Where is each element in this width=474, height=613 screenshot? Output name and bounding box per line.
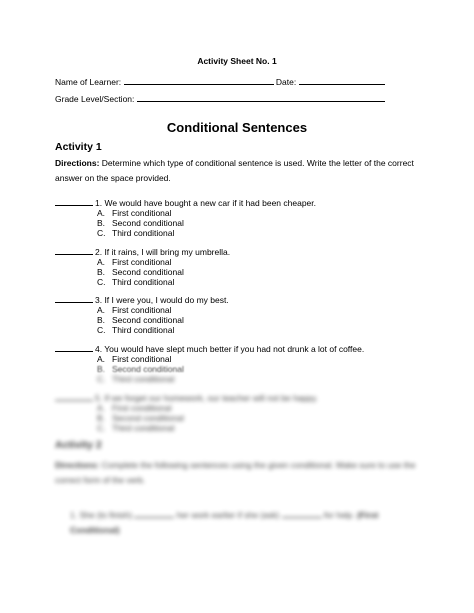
question-4 bbox=[55, 343, 364, 384]
date-blank[interactable] bbox=[299, 76, 385, 85]
question-5 bbox=[55, 392, 318, 433]
question-text: 5. If we forget our homework, our teacher will not be happy. bbox=[95, 393, 318, 403]
question-text: 1. We would have bought a new car if it had been cheaper. bbox=[95, 198, 316, 208]
activity2-item-1: 1. She (to finish) her work earlier if she (ask) for help. (First Conditional) bbox=[70, 510, 379, 535]
name-label: Name of Learner: bbox=[55, 77, 122, 87]
option-a: A. First conditional bbox=[97, 403, 172, 413]
activity1-directions bbox=[55, 156, 425, 186]
grade-section-row bbox=[55, 93, 385, 104]
activity2-heading: Activity 2 bbox=[55, 439, 102, 451]
answer-blank[interactable] bbox=[55, 392, 93, 401]
grade-label: Grade Level/Section: bbox=[55, 94, 135, 104]
directions-label: Directions: bbox=[55, 460, 100, 470]
grade-blank[interactable] bbox=[137, 93, 385, 102]
question-text: 4. You would have slept much better if you had not drunk a lot of coffee. bbox=[95, 344, 365, 354]
option-c: C. Third conditional bbox=[97, 277, 175, 287]
date-label: Date: bbox=[275, 77, 297, 87]
option-c: C. Third conditional bbox=[97, 423, 175, 433]
answer-blank[interactable] bbox=[55, 294, 93, 303]
sheet-title: Activity Sheet No. 1 bbox=[197, 56, 277, 66]
option-a: A. First conditional bbox=[97, 305, 172, 315]
activity1-heading: Activity 1 bbox=[55, 141, 102, 153]
option-c: C. Third conditional bbox=[97, 374, 175, 384]
option-c: C. Third conditional bbox=[97, 325, 175, 335]
question-1 bbox=[55, 197, 316, 238]
directions-text: Complete the following sentences using the given conditional. Make sure to use the correct form of the verb. bbox=[55, 460, 416, 485]
answer-blank[interactable] bbox=[55, 246, 93, 255]
question-text: 3. If I were you, I would do my best. bbox=[95, 295, 229, 305]
option-b: B. Second conditional bbox=[97, 315, 184, 325]
option-a: A. First conditional bbox=[97, 354, 172, 364]
option-b: B. Second conditional bbox=[97, 218, 184, 228]
question-2 bbox=[55, 246, 230, 287]
answer-blank[interactable] bbox=[55, 197, 93, 206]
learner-name-row bbox=[55, 76, 385, 87]
fill-blank[interactable] bbox=[282, 509, 322, 518]
option-a: A. First conditional bbox=[97, 208, 172, 218]
option-b: B. Second conditional bbox=[97, 364, 184, 374]
option-b: B. Second conditional bbox=[97, 413, 184, 423]
activity2-directions bbox=[55, 458, 425, 488]
option-b: B. Second conditional bbox=[97, 267, 184, 277]
question-text: 2. If it rains, I will bring my umbrella. bbox=[95, 247, 231, 257]
directions-text: Determine which type of conditional sentence is used. Write the letter of the correct answer on the space provided. bbox=[55, 158, 414, 183]
name-blank[interactable] bbox=[124, 76, 274, 85]
question-3 bbox=[55, 294, 229, 335]
option-a: A. First conditional bbox=[97, 257, 172, 267]
answer-blank[interactable] bbox=[55, 343, 93, 352]
option-c: C. Third conditional bbox=[97, 228, 175, 238]
fill-blank[interactable] bbox=[134, 509, 174, 518]
directions-label: Directions: bbox=[55, 158, 100, 168]
main-title: Conditional Sentences bbox=[166, 120, 308, 135]
